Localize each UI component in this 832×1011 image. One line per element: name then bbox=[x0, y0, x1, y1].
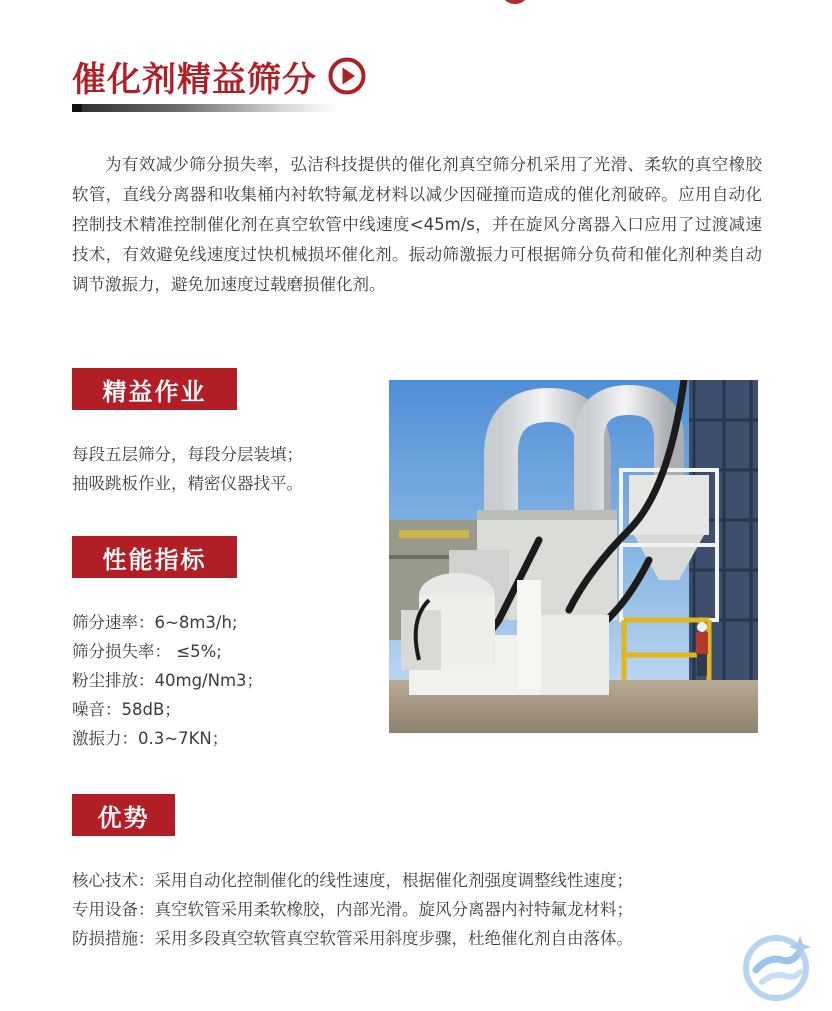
page-title: 催化剂精益筛分 bbox=[72, 59, 317, 100]
advantage-core-tech: 核心技术：采用自动化控制催化的线性速度，根据催化剂强度调整线性速度； bbox=[72, 871, 633, 890]
spec-noise: 噪音：58dB； bbox=[72, 700, 181, 719]
spec-dust-emission: 粉尘排放：40mg/Nm3； bbox=[72, 671, 264, 690]
performance-list bbox=[72, 608, 263, 753]
top-decoration bbox=[500, 0, 530, 4]
advantages-list bbox=[72, 866, 633, 953]
lean-operation-list bbox=[72, 440, 303, 498]
intro-paragraph: 为有效减少筛分损失率，弘洁科技提供的催化剂真空筛分机采用了光滑、柔软的真空橡胶软管，直线分离器和收集桶内衬软特氟龙材料以减少因碰撞而造成的催化剂破碎。应用自动化控制技术精准控制催化剂在真空软管中线速度<45m/s，并在旋风分离器入口应用了过渡减速技术，有效避免线速度过快机械损坏催化剂。振动筛激振力可根据筛分负荷和催化剂种类自动调节激振力，避免加速度过载磨损催化剂。 bbox=[72, 155, 762, 294]
list-item: 抽吸跳板作业，精密仪器找平。 bbox=[72, 474, 303, 493]
advantage-equipment: 专用设备：真空软管采用柔软橡胶，内部光滑。旋风分离器内衬特氟龙材料； bbox=[72, 900, 633, 919]
equipment-photo bbox=[389, 380, 758, 733]
page-title-row bbox=[72, 52, 367, 100]
advantage-protection: 防损措施：采用多段真空软管真空软管采用斜度步骤，杜绝催化剂自由落体。 bbox=[72, 929, 633, 948]
spec-loss-rate: 筛分损失率： ≤5%; bbox=[72, 642, 222, 661]
play-circle-icon[interactable] bbox=[327, 56, 367, 96]
spec-sieving-rate: 筛分速率：6~8m3/h; bbox=[72, 613, 238, 632]
spec-excitation-force: 激振力：0.3~7KN； bbox=[72, 729, 229, 748]
title-underline bbox=[72, 104, 338, 112]
advantages-heading: 优势 bbox=[72, 794, 175, 836]
lean-operation-heading: 精益作业 bbox=[72, 368, 237, 410]
list-item: 每段五层筛分，每段分层装填； bbox=[72, 445, 303, 464]
brand-logo-icon bbox=[740, 930, 818, 1004]
performance-heading: 性能指标 bbox=[72, 536, 237, 578]
